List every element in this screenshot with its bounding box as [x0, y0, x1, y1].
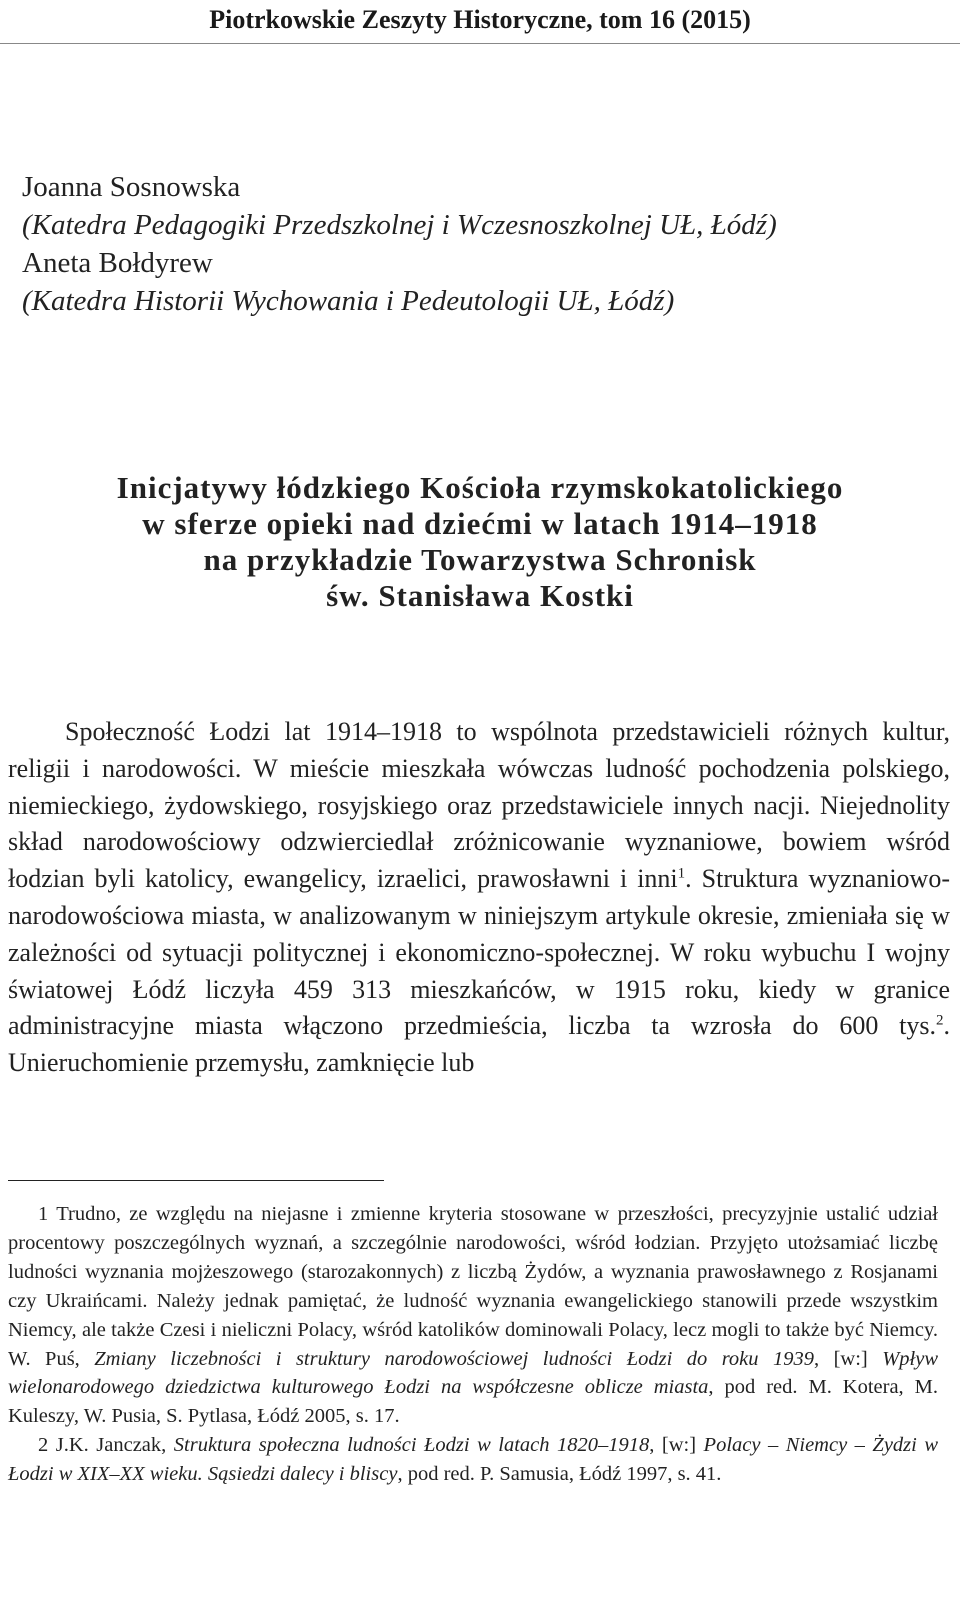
- title-line-4: św. Stanisława Kostki: [326, 578, 634, 613]
- footnote-2: [8, 1431, 938, 1489]
- author-name-1: Joanna Sosnowska: [22, 171, 241, 203]
- footnote-1-mid: , [w:]: [814, 1347, 883, 1370]
- footnote-2-mid: , [w:]: [649, 1434, 704, 1457]
- footnote-ref-2[interactable]: 2: [936, 1012, 944, 1029]
- header-rule: [0, 43, 960, 44]
- footnotes-block: [8, 1200, 938, 1489]
- footnote-rule: [8, 1180, 384, 1181]
- body-text-part-2: . Struktura wyznaniowo-narodowościowa miasta, w analizowanym w niniejszym artykule okresie, zmieniała się w zależności od sytuacji politycznej i ekonomiczno-społecznej. W roku wybuchu I wojny światowej Łódź liczyła 459 313 mieszkańców, w 1915 roku, kiedy w granice administracyjne miasta włączono przedmieścia, liczba ta wzrosła do 600 tys.: [8, 864, 950, 1041]
- article-title: [0, 470, 960, 614]
- footnote-ref-1[interactable]: 1: [677, 865, 686, 882]
- footnote-2-tail: , pod red. P. Samusia, Łódź 1997, s. 41.: [397, 1463, 722, 1486]
- title-line-3: na przykładzie Towarzystwa Schronisk: [203, 542, 757, 577]
- footnote-2-title-1: Struktura społeczna ludności Łodzi w latach 1820–1918: [173, 1434, 650, 1457]
- footnote-2-text: J.K. Janczak,: [48, 1434, 174, 1457]
- body-text-part-1: Społeczność Łodzi lat 1914–1918 to wspólnota przedstawicieli różnych kultur, religii i narodowości. W mieście mieszkała wówczas ludność pochodzenia polskiego, niemieckiego, żydowskiego, rosyjskiego oraz przedstawiciele innych nacji. Niejednolity skład narodowościowy odzwierciedlał zróżnicowanie wyznaniowe, bowiem wśród łodzian byli katolicy, ewangelicy, izraelici, prawosławni i inni: [8, 717, 950, 894]
- body-paragraph: [8, 714, 950, 1082]
- footnote-1-tail: , pod red. M. Kotera, M. Kuleszy, W. Pusia, S. Pytlasa, Łódź 2005, s. 17.: [8, 1376, 938, 1428]
- body-text-part-3: . Unieruchomienie przemysłu, zamknięcie lub: [8, 1011, 950, 1078]
- journal-header: Piotrkowskie Zeszyty Historyczne, tom 16 (2015): [209, 5, 751, 34]
- footnote-1-number: 1: [38, 1203, 49, 1225]
- footnote-2-number: 2: [38, 1434, 49, 1457]
- footnote-2-title-2: Polacy – Niemcy – Żydzi w Łodzi w XIX–XX wieku. Sąsiedzi dalecy i bliscy: [8, 1434, 939, 1486]
- title-line-1: Inicjatywy łódzkiego Kościoła rzymskokatolickiego: [116, 470, 844, 505]
- author-affiliation-2: (Katedra Historii Wychowania i Pedeutologii UŁ, Łódź): [22, 285, 675, 317]
- body-text: [8, 714, 950, 1082]
- footnote-1-title-2: Wpływ wielonarodowego dziedzictwa kulturowego Łodzi na współczesne oblicze miasta: [8, 1347, 939, 1399]
- footnote-1: [8, 1200, 938, 1431]
- footnote-1-text: Trudno, ze względu na niejasne i zmienne kryteria stosowane w przeszłości, precyzyjnie ustalić udział procentowy poszczególnych wyznań, a szczególnie narodowości, wśród łodzian. Przyjęto utożsamiać liczbę ludności wyznania mojżeszowego (starozakonnych) z liczbą Żydów, a wyznania prawosławnego z Rosjanami czy Ukraińcami. Należy jednak pamiętać, że ludność wyznania ewangelickiego stanowili przede wszystkim Niemcy, ale także Czesi i nieliczni Polacy, wśród katolików dominowali Polacy, lecz mogli to także być Niemcy. W. Puś,: [8, 1203, 938, 1370]
- authors-block: [22, 168, 777, 320]
- author-affiliation-1: (Katedra Pedagogiki Przedszkolnej i Wczesnoszkolnej UŁ, Łódź): [22, 209, 777, 241]
- author-name-2: Aneta Bołdyrew: [22, 247, 213, 279]
- footnote-1-title-1: Zmiany liczebności i struktury narodowościowej ludności Łodzi do roku 1939: [94, 1347, 814, 1370]
- title-line-2: w sferze opieki nad dziećmi w latach 1914–1918: [142, 506, 818, 541]
